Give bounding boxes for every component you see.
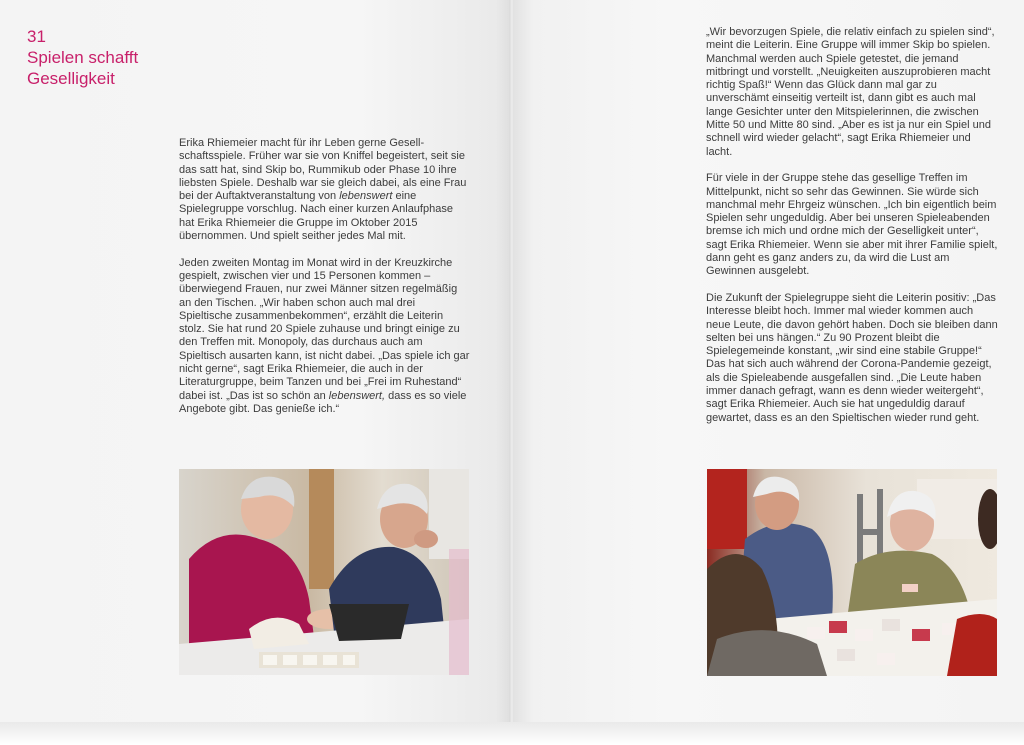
heading-line: Spielen schafft xyxy=(27,48,139,67)
page-bottom-shadow xyxy=(0,722,1024,745)
left-text-column xyxy=(179,137,470,416)
emphasis-lebenswert: lebenswert xyxy=(339,190,393,203)
photo-players-left xyxy=(179,469,469,675)
page-heading xyxy=(27,26,138,89)
page-number: 31 xyxy=(27,27,46,46)
paragraph: Für viele in der Gruppe stehe das gesellige Treffen im Mittelpunkt, nicht so sehr das Gewinnen. Sie würde sich manchmal mehr Ehrgeiz wünschen. „Ich bin eigentlich beim Spielen sehr ungeduldig. Aber bei unseren Spieleabenden bremse ich mich und ordne mich der Geselligkeit unter“, sagt Erika Rhiemeier. Wenn sie aber mit ihrer Familie spielt, dann geht es ganz anders zu, da wird die Lust am Gewinnen ausgelebt. xyxy=(706,172,998,278)
photo-players-right xyxy=(707,469,997,676)
paragraph: „Wir bevorzugen Spiele, die relativ einfach zu spielen sind“, meint die Leiterin. Eine Gruppe will immer Skip bo spielen. Manchmal werden auch Spiele getestet, die jemand mitbringt und vorstellt. „Neuigkeiten auszuprobieren macht richtig Spaß!“ Wenn das Glück dann mal gar zu unverschämt einseitig verteilt ist, dann gibt es auch mal lange Gesichter unter den Mitspielerinnen, die zwischen Mitte 50 und Mitte 80 sind. „Aber es ist ja nur ein Spiel und schnell wird wieder gelacht“, sagt Erika Rhiemeier und lacht. xyxy=(706,26,995,158)
paragraph: Jeden zweiten Montag im Monat wird in der Kreuzkirche gespielt, zwischen vier und 15 Personen kommen – überwiegend Frauen, nur zwei Männer sitzen regelmäßig an den Tischen. „Wir haben schon auch mal drei Spieltische zusammenbekommen“, erzählt die Leiterin stolz. Sie hat rund 20 Spiele zuhause und bringt einige zu den Treffen mit. Monopoly, das durchaus auch am Spieltisch ausarten kann, ist nicht dabei. „Das spiele ich gar nicht gerne“, sagt Erika Rhiemeier, die auch in der Literaturgruppe, beim Tanzen und bei „Frei im Ruhestand“ dabei ist. „Das ist so schön an lebenswert, dass es so viele Angebote gibt. Das genieße ich.“ xyxy=(179,256,470,415)
right-text-column xyxy=(706,26,1000,425)
heading-line: Geselligkeit xyxy=(27,69,115,88)
paragraph: Die Zukunft der Spielegruppe sieht die Leiterin positiv: „Das Interesse bleibt hoch. Immer mal wieder kommen auch neue Leute, die davon gehört haben. Doch sie bleiben dann selten bei uns hängen.“ Zu 90 Prozent bleibt die Spielegemeinde konstant, „wir sind eine stabile Gruppe!“ Das hat sich auch während der Corona-Pandemie gezeigt, als die Spieleabende ausgefallen sind. „Die Leute haben immer danach gefragt, wann es denn wieder weitergeht“, sagt Erika Rhiemeier. Auch sie hat ungeduldig darauf gewartet, dass es an den Spieltischen wieder rund geht. xyxy=(706,291,998,424)
emphasis-lebenswert: lebenswert, xyxy=(328,389,386,402)
paragraph: Erika Rhiemeier macht für ihr Leben gerne Gesellschaftsspiele. Früher war sie von Kniffel begeistert, seit sie das satt hat, sind Skip bo, Rummikub oder Phase 10 ihre liebsten Spiele. Deshalb war sie gleich dabei, als eine Frau bei der Auftaktveranstaltung von lebenswert eine Spielegruppe vorschlug. Nach einer kurzen Anlaufphase hat Erika Rhiemeier die Gruppe im Oktober 2015 übernommen. Und spielt seither jedes Mal mit. xyxy=(179,137,467,243)
